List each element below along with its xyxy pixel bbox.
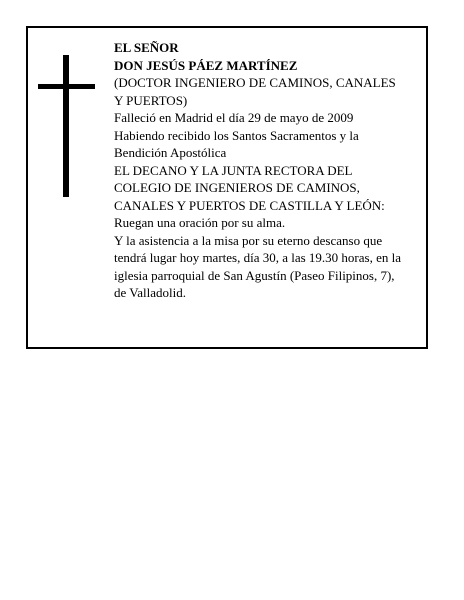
sacraments-line-2: Bendición Apostólica	[114, 145, 227, 160]
deceased-name: DON JESÚS PÁEZ MARTÍNEZ	[114, 57, 298, 73]
mass-line-1: Y la asistencia a la misa por su eterno descanso que	[114, 232, 383, 248]
college-line-2: COLEGIO DE INGENIEROS DE CAMINOS,	[114, 180, 360, 195]
profession-line-1: (DOCTOR INGENIERO DE CAMINOS, CANALES	[114, 75, 396, 90]
sacraments-line-1: Habiendo recibido los Santos Sacramentos y la	[114, 127, 359, 143]
mass-line-4: de Valladolid.	[114, 285, 186, 300]
mass-line-3: iglesia parroquial de San Agustín (Paseo Filipinos, 7),	[114, 267, 395, 283]
college-line-3: CANALES Y PUERTOS DE CASTILLA Y LEÓN:	[114, 197, 385, 213]
deceased-title: EL SEÑOR	[114, 40, 179, 55]
college-line-1: EL DECANO Y LA JUNTA RECTORA DEL	[114, 162, 353, 178]
obituary-text	[114, 39, 420, 302]
cross-vertical-bar	[63, 55, 69, 197]
death-statement: Falleció en Madrid el día 29 de mayo de 2009	[114, 110, 354, 125]
cross-horizontal-bar	[38, 84, 95, 89]
prayer-request: Ruegan una oración por su alma.	[114, 215, 286, 230]
profession-line-2: Y PUERTOS)	[114, 92, 188, 108]
mass-line-2: tendrá lugar hoy martes, día 30, a las 19.30 horas, en la	[114, 250, 401, 265]
